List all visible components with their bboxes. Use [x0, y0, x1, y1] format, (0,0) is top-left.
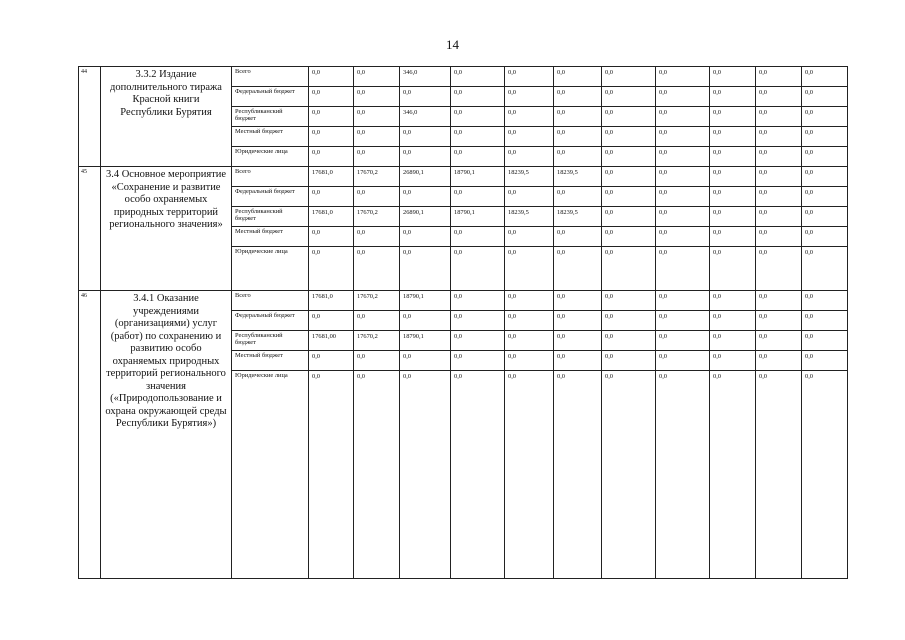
funding-source: Федеральный бюджет	[232, 187, 309, 207]
value-cell: 18790,1	[400, 331, 451, 351]
value-cell: 0,0	[400, 127, 451, 147]
value-cell: 0,0	[309, 127, 354, 147]
value-cell: 0,0	[554, 67, 602, 87]
value-cell: 0,0	[602, 187, 656, 207]
value-cell: 0,0	[554, 311, 602, 331]
value-cell: 0,0	[554, 351, 602, 371]
value-cell: 0,0	[354, 67, 400, 87]
value-cell: 17670,2	[354, 207, 400, 227]
value-cell: 0,0	[756, 87, 802, 107]
value-cell: 0,0	[451, 371, 505, 579]
value-cell: 0,0	[554, 331, 602, 351]
value-cell: 0,0	[802, 167, 848, 187]
budget-table	[78, 66, 848, 579]
value-cell: 0,0	[505, 371, 554, 579]
value-cell: 0,0	[505, 87, 554, 107]
value-cell: 0,0	[710, 291, 756, 311]
value-cell: 0,0	[710, 247, 756, 291]
value-cell: 0,0	[602, 247, 656, 291]
value-cell: 0,0	[756, 67, 802, 87]
value-cell: 0,0	[756, 147, 802, 167]
value-cell: 0,0	[554, 291, 602, 311]
value-cell: 0,0	[656, 291, 710, 311]
value-cell: 0,0	[354, 107, 400, 127]
funding-source: Местный бюджет	[232, 127, 309, 147]
value-cell: 0,0	[802, 351, 848, 371]
value-cell: 0,0	[756, 371, 802, 579]
value-cell: 0,0	[656, 167, 710, 187]
value-cell: 0,0	[554, 147, 602, 167]
value-cell: 0,0	[602, 371, 656, 579]
value-cell: 0,0	[710, 371, 756, 579]
funding-source: Местный бюджет	[232, 351, 309, 371]
value-cell: 0,0	[451, 247, 505, 291]
value-cell: 0,0	[505, 227, 554, 247]
value-cell: 0,0	[602, 87, 656, 107]
value-cell: 0,0	[656, 187, 710, 207]
value-cell: 0,0	[602, 351, 656, 371]
value-cell: 0,0	[400, 147, 451, 167]
value-cell: 0,0	[656, 127, 710, 147]
value-cell: 0,0	[354, 227, 400, 247]
funding-source: Федеральный бюджет	[232, 311, 309, 331]
activity-name: 3.4 Основное мероприятие «Сохранение и развитие особо охраняемых природных территорий регионального значения»	[101, 167, 232, 291]
value-cell: 0,0	[554, 371, 602, 579]
value-cell: 0,0	[802, 147, 848, 167]
value-cell: 18239,5	[554, 167, 602, 187]
value-cell: 0,0	[710, 167, 756, 187]
value-cell: 0,0	[656, 351, 710, 371]
value-cell: 17681,0	[309, 167, 354, 187]
value-cell: 0,0	[756, 207, 802, 227]
value-cell: 0,0	[554, 127, 602, 147]
value-cell: 0,0	[309, 187, 354, 207]
funding-source: Юридические лица	[232, 147, 309, 167]
value-cell: 0,0	[451, 291, 505, 311]
value-cell: 0,0	[505, 247, 554, 291]
value-cell: 0,0	[400, 247, 451, 291]
funding-source: Юридические лица	[232, 247, 309, 291]
value-cell: 0,0	[710, 331, 756, 351]
value-cell: 0,0	[354, 87, 400, 107]
value-cell: 346,0	[400, 67, 451, 87]
value-cell: 0,0	[309, 227, 354, 247]
value-cell: 17681,0	[309, 291, 354, 311]
value-cell: 0,0	[656, 147, 710, 167]
value-cell: 0,0	[451, 227, 505, 247]
value-cell: 0,0	[505, 67, 554, 87]
value-cell: 0,0	[656, 227, 710, 247]
value-cell: 0,0	[802, 67, 848, 87]
value-cell: 0,0	[710, 127, 756, 147]
value-cell: 0,0	[554, 187, 602, 207]
value-cell: 0,0	[451, 187, 505, 207]
value-cell: 0,0	[400, 87, 451, 107]
value-cell: 18790,1	[451, 207, 505, 227]
value-cell: 0,0	[802, 291, 848, 311]
value-cell: 0,0	[400, 311, 451, 331]
value-cell: 0,0	[602, 207, 656, 227]
value-cell: 0,0	[756, 331, 802, 351]
value-cell: 18239,5	[505, 207, 554, 227]
value-cell: 0,0	[505, 187, 554, 207]
value-cell: 0,0	[710, 147, 756, 167]
value-cell: 0,0	[602, 167, 656, 187]
value-cell: 0,0	[451, 351, 505, 371]
value-cell: 0,0	[802, 311, 848, 331]
value-cell: 0,0	[309, 351, 354, 371]
value-cell: 0,0	[354, 127, 400, 147]
funding-source: Федеральный бюджет	[232, 87, 309, 107]
funding-source: Местный бюджет	[232, 227, 309, 247]
table-body	[79, 67, 848, 579]
value-cell: 0,0	[354, 147, 400, 167]
value-cell: 0,0	[505, 331, 554, 351]
funding-source: Республиканский бюджет	[232, 107, 309, 127]
funding-source: Республиканский бюджет	[232, 331, 309, 351]
value-cell: 0,0	[451, 107, 505, 127]
value-cell: 0,0	[710, 67, 756, 87]
value-cell: 0,0	[710, 107, 756, 127]
value-cell: 0,0	[309, 147, 354, 167]
funding-source: Всего	[232, 167, 309, 187]
value-cell: 0,0	[802, 107, 848, 127]
value-cell: 0,0	[756, 291, 802, 311]
value-cell: 0,0	[602, 331, 656, 351]
value-cell: 0,0	[802, 207, 848, 227]
value-cell: 0,0	[802, 371, 848, 579]
table-row	[79, 167, 848, 187]
value-cell: 18239,5	[505, 167, 554, 187]
value-cell: 18790,1	[451, 167, 505, 187]
value-cell: 0,0	[756, 167, 802, 187]
value-cell: 0,0	[451, 67, 505, 87]
value-cell: 0,0	[505, 147, 554, 167]
value-cell: 0,0	[354, 371, 400, 579]
value-cell: 26890,1	[400, 207, 451, 227]
value-cell: 17670,2	[354, 167, 400, 187]
value-cell: 0,0	[656, 311, 710, 331]
value-cell: 0,0	[656, 107, 710, 127]
value-cell: 0,0	[602, 107, 656, 127]
value-cell: 18790,1	[400, 291, 451, 311]
value-cell: 0,0	[602, 227, 656, 247]
value-cell: 0,0	[802, 227, 848, 247]
value-cell: 0,0	[602, 311, 656, 331]
value-cell: 0,0	[354, 247, 400, 291]
value-cell: 0,0	[656, 207, 710, 227]
value-cell: 0,0	[602, 291, 656, 311]
value-cell: 0,0	[354, 311, 400, 331]
value-cell: 0,0	[710, 351, 756, 371]
value-cell: 0,0	[400, 187, 451, 207]
funding-source: Всего	[232, 291, 309, 311]
funding-source: Юридические лица	[232, 371, 309, 579]
value-cell: 0,0	[656, 247, 710, 291]
value-cell: 0,0	[505, 107, 554, 127]
value-cell: 0,0	[756, 187, 802, 207]
value-cell: 0,0	[802, 331, 848, 351]
value-cell: 0,0	[309, 311, 354, 331]
row-number: 46	[79, 291, 101, 579]
value-cell: 0,0	[400, 227, 451, 247]
value-cell: 0,0	[656, 371, 710, 579]
value-cell: 0,0	[802, 187, 848, 207]
value-cell: 0,0	[656, 67, 710, 87]
value-cell: 0,0	[309, 371, 354, 579]
value-cell: 0,0	[451, 331, 505, 351]
value-cell: 0,0	[354, 351, 400, 371]
value-cell: 0,0	[756, 311, 802, 331]
value-cell: 0,0	[309, 107, 354, 127]
activity-name: 3.4.1 Оказание учреждениями (организациями) услуг (работ) по сохранению и развитию особо охраняемых природных территорий регионального значения («Природопользование и охрана окружающей среды Республики Бурятия»)	[101, 291, 232, 579]
activity-name: 3.3.2 Издание дополнительного тиража Красной книги Республики Бурятия	[101, 67, 232, 167]
value-cell: 0,0	[756, 351, 802, 371]
row-number: 45	[79, 167, 101, 291]
value-cell: 0,0	[451, 127, 505, 147]
page-number: 14	[446, 37, 459, 52]
value-cell: 0,0	[602, 127, 656, 147]
value-cell: 0,0	[451, 87, 505, 107]
value-cell: 0,0	[309, 67, 354, 87]
value-cell: 17681,0	[309, 207, 354, 227]
value-cell: 0,0	[802, 247, 848, 291]
table-row	[79, 291, 848, 311]
value-cell: 0,0	[756, 127, 802, 147]
value-cell: 0,0	[802, 127, 848, 147]
value-cell: 0,0	[505, 311, 554, 331]
value-cell: 0,0	[554, 87, 602, 107]
value-cell: 0,0	[309, 247, 354, 291]
value-cell: 0,0	[554, 247, 602, 291]
value-cell: 0,0	[505, 351, 554, 371]
value-cell: 0,0	[756, 247, 802, 291]
value-cell: 0,0	[656, 87, 710, 107]
funding-source: Всего	[232, 67, 309, 87]
value-cell: 0,0	[554, 227, 602, 247]
row-number: 44	[79, 67, 101, 167]
value-cell: 0,0	[602, 147, 656, 167]
value-cell: 0,0	[710, 187, 756, 207]
value-cell: 0,0	[602, 67, 656, 87]
value-cell: 0,0	[400, 351, 451, 371]
value-cell: 0,0	[505, 291, 554, 311]
table-row	[79, 67, 848, 87]
value-cell: 0,0	[354, 187, 400, 207]
value-cell: 0,0	[710, 207, 756, 227]
value-cell: 0,0	[656, 331, 710, 351]
value-cell: 346,0	[400, 107, 451, 127]
value-cell: 17681,00	[309, 331, 354, 351]
value-cell: 0,0	[554, 107, 602, 127]
value-cell: 0,0	[309, 87, 354, 107]
value-cell: 0,0	[756, 107, 802, 127]
value-cell: 0,0	[451, 311, 505, 331]
value-cell: 0,0	[710, 227, 756, 247]
value-cell: 0,0	[505, 127, 554, 147]
value-cell: 0,0	[451, 147, 505, 167]
funding-source: Республиканский бюджет	[232, 207, 309, 227]
value-cell: 0,0	[756, 227, 802, 247]
value-cell: 0,0	[710, 311, 756, 331]
value-cell: 26890,1	[400, 167, 451, 187]
value-cell: 0,0	[710, 87, 756, 107]
value-cell: 0,0	[802, 87, 848, 107]
value-cell: 17670,2	[354, 291, 400, 311]
value-cell: 18239,5	[554, 207, 602, 227]
value-cell: 0,0	[400, 371, 451, 579]
value-cell: 17670,2	[354, 331, 400, 351]
